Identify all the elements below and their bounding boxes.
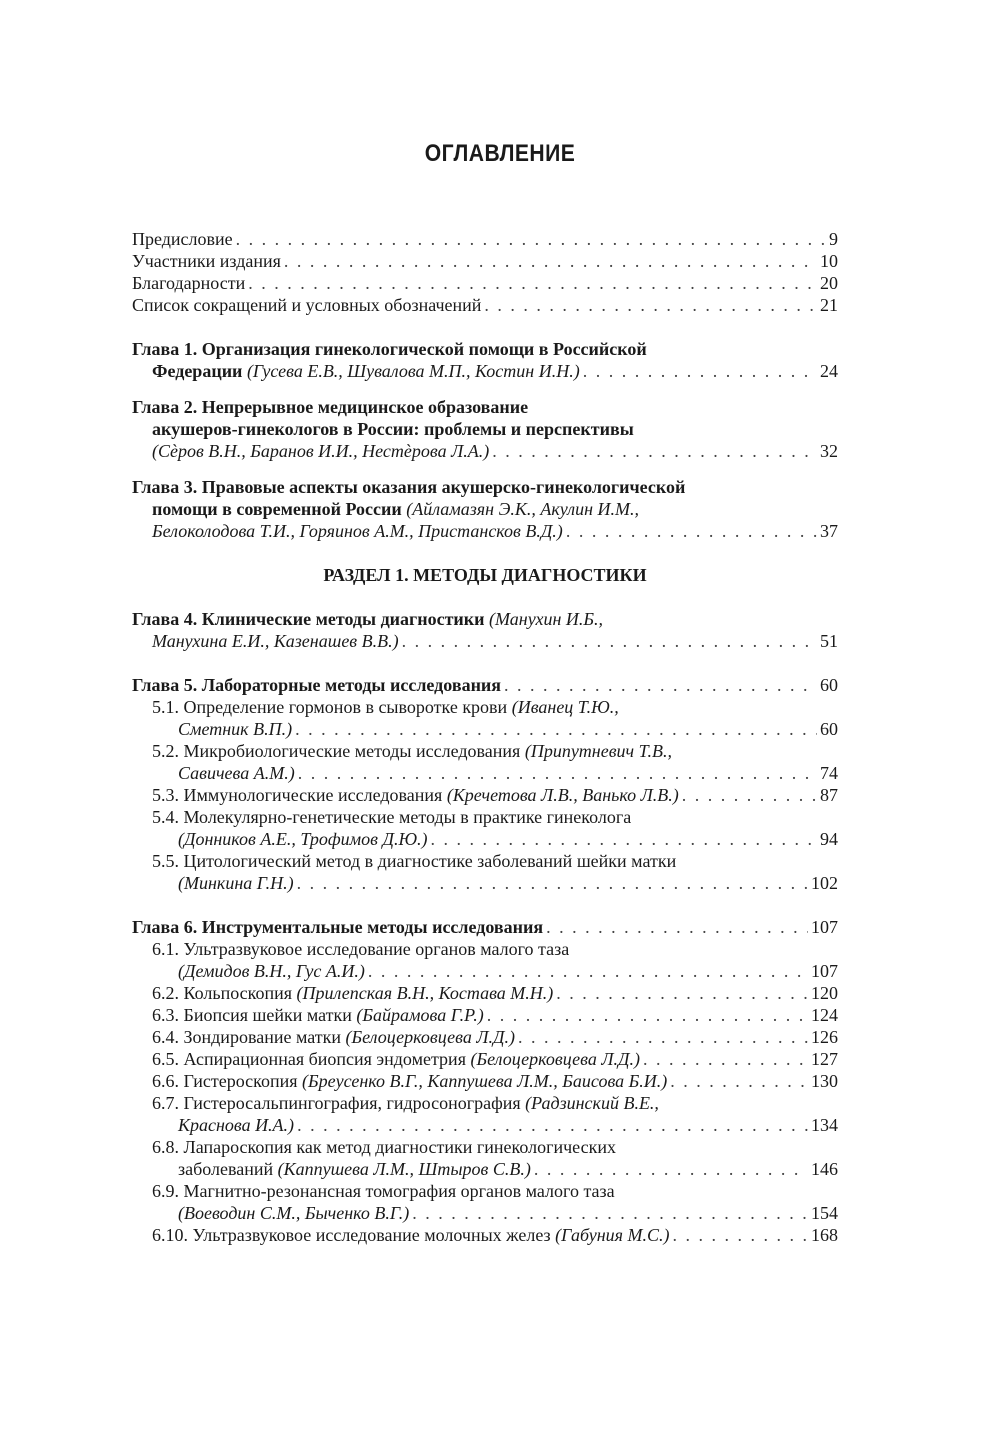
chapter-authors: Белоколодова Т.И., Горяинов А.М., Пристансков В.Д.) <box>152 521 563 541</box>
page-number: 60 <box>820 719 838 739</box>
toc-subsection-6-1[interactable] <box>132 938 838 960</box>
subsection-authors: (Минкина Г.Н.) <box>178 873 294 893</box>
dot-leader <box>682 784 817 806</box>
toc-chapter-4-cont[interactable] <box>132 630 838 652</box>
dot-leader <box>368 960 808 982</box>
toc-chapter-6[interactable] <box>132 916 838 938</box>
toc-chapter-4[interactable] <box>132 608 838 630</box>
page-number: 51 <box>820 631 838 651</box>
subsection-authors: (Каппушева Л.М., Штыров С.В.) <box>277 1159 531 1179</box>
page-number: 124 <box>811 1005 838 1025</box>
page-number: 134 <box>811 1115 838 1135</box>
subsection-title: 6.7. Гистеросальпингография, гидросонография <box>152 1093 521 1113</box>
page-number: 37 <box>820 521 838 541</box>
subsection-authors: Сметник В.П.) <box>178 719 293 739</box>
toc-subsection-5-3[interactable] <box>132 784 838 806</box>
dot-leader <box>297 872 808 894</box>
toc-subsection-5-5[interactable] <box>132 850 838 872</box>
dot-leader <box>556 982 808 1004</box>
subsection-authors: (Кречетова Л.В., Ванько Л.В.) <box>446 785 679 805</box>
toc-chapter-3-cont[interactable] <box>132 520 838 542</box>
subsection-authors: (Бреусенко В.Г., Каппушева Л.М., Баисова Б.И.) <box>302 1071 668 1091</box>
chapter-authors: (Сѐров В.Н., Баранов И.И., Нестѐрова Л.А.) <box>152 441 490 461</box>
page-number: 20 <box>820 273 838 293</box>
subsection-title: 6.2. Кольпоскопия <box>152 983 293 1003</box>
dot-leader <box>487 1004 808 1026</box>
toc-chapter-1[interactable] <box>132 338 838 360</box>
dot-leader <box>566 520 817 542</box>
chapter-title: Глава 3. Правовые аспекты оказания акушерско-гинекологической <box>132 477 686 497</box>
chapter-title: Федерации <box>152 361 243 381</box>
subsection-authors: (Припутневич Т.В., <box>524 741 673 761</box>
toc-subsection-6-7[interactable] <box>132 1092 838 1114</box>
chapter-authors: (Манухин И.Б., <box>489 609 603 629</box>
subsection-title: 5.5. Цитологический метод в диагностике заболеваний шейки матки <box>152 851 677 871</box>
entry-title: Список сокращений и условных обозначений <box>132 295 482 315</box>
toc-subsection-6-3[interactable] <box>132 1004 838 1026</box>
subsection-title: 5.2. Микробиологические методы исследования <box>152 741 521 761</box>
subsection-authors: (Донников А.Е., Трофимов Д.Ю.) <box>178 829 428 849</box>
subsection-authors: (Габуния М.С.) <box>555 1225 670 1245</box>
toc-subsection-6-2[interactable] <box>132 982 838 1004</box>
entry-title: Предисловие <box>132 229 233 249</box>
chapter-title: Глава 6. Инструментальные методы исследования <box>132 917 544 937</box>
chapter-title: Глава 4. Клинические методы диагностики <box>132 609 485 629</box>
dot-leader <box>284 250 817 272</box>
toc-entry-preface[interactable] <box>132 228 838 250</box>
page-number: 60 <box>820 675 838 695</box>
dot-leader <box>518 1026 808 1048</box>
subsection-title: 5.1. Определение гормонов в сыворотке крови <box>152 697 508 717</box>
toc-chapter-2[interactable] <box>132 396 838 418</box>
page-number: 146 <box>811 1159 838 1179</box>
dot-leader <box>431 828 817 850</box>
subsection-title: 6.10. Ультразвуковое исследование молочных желез <box>152 1225 551 1245</box>
page-number: 32 <box>820 441 838 461</box>
subsection-title: 5.3. Иммунологические исследования <box>152 785 443 805</box>
chapter-title: Глава 1. Организация гинекологической помощи в Российской <box>132 339 647 359</box>
entry-title: Благодарности <box>132 273 246 293</box>
page-number: 10 <box>820 251 838 271</box>
chapter-title: Глава 2. Непрерывное медицинское образование <box>132 397 529 417</box>
subsection-authors: (Прилепская В.Н., Костава М.Н.) <box>296 983 554 1003</box>
chapter-title: акушеров-гинекологов в России: проблемы и перспективы <box>152 419 634 439</box>
toc-chapter-1-cont[interactable] <box>132 360 838 382</box>
subsection-authors: (Белоцерковцева Л.Д.) <box>470 1049 640 1069</box>
chapter-authors: (Гусева Е.В., Шувалова М.П., Костин И.Н.) <box>246 361 580 381</box>
dot-leader <box>484 294 817 316</box>
dot-leader <box>297 1114 808 1136</box>
chapter-title: помощи в современной России <box>152 499 402 519</box>
toc-subsection-6-5[interactable] <box>132 1048 838 1070</box>
toc-chapter-2-cont[interactable] <box>132 440 838 462</box>
subsection-title: заболеваний <box>178 1159 274 1179</box>
subsection-authors: (Радзинский В.Е., <box>525 1093 659 1113</box>
chapter-title: Глава 5. Лабораторные методы исследования <box>132 675 502 695</box>
subsection-authors: (Иванец Т.Ю., <box>511 697 619 717</box>
chapter-authors: Манухина Е.И., Казенашев В.В.) <box>152 631 399 651</box>
subsection-title: 6.6. Гистероскопия <box>152 1071 298 1091</box>
page-title: ОГЛАВЛЕНИЕ <box>424 140 576 167</box>
subsection-title: 6.8. Лапароскопия как метод диагностики гинекологических <box>152 1137 616 1157</box>
page-number: 87 <box>820 785 838 805</box>
subsection-authors: (Байрамова Г.Р.) <box>356 1005 484 1025</box>
subsection-authors: Краснова И.А.) <box>178 1115 295 1135</box>
dot-leader <box>492 440 817 462</box>
dot-leader <box>504 674 817 696</box>
toc-entry-acknowledgements[interactable] <box>132 272 838 294</box>
dot-leader <box>402 630 817 652</box>
page-number: 24 <box>820 361 838 381</box>
dot-leader <box>298 762 817 784</box>
chapter-authors: (Айламазян Э.К., Акулин И.М., <box>406 499 640 519</box>
toc-subsection-6-10[interactable] <box>132 1224 838 1246</box>
toc-entry-contributors[interactable] <box>132 250 838 272</box>
page-number: 107 <box>811 917 838 937</box>
table-of-contents <box>132 228 838 1246</box>
page-number: 126 <box>811 1027 838 1047</box>
dot-leader <box>412 1202 808 1224</box>
toc-subsection-5-1[interactable] <box>132 696 838 718</box>
toc-subsection-6-4[interactable] <box>132 1026 838 1048</box>
subsection-title: 6.9. Магнитно-резонансная томография органов малого таза <box>152 1181 615 1201</box>
subsection-title: 6.3. Биопсия шейки матки <box>152 1005 352 1025</box>
page-number: 102 <box>811 873 838 893</box>
dot-leader <box>643 1048 808 1070</box>
dot-leader <box>248 272 817 294</box>
subsection-title: 6.5. Аспирационная биопсия эндометрия <box>152 1049 466 1069</box>
toc-entry-abbreviations[interactable] <box>132 294 838 316</box>
page-number: 107 <box>811 961 838 981</box>
subsection-authors: Савичева А.М.) <box>178 763 295 783</box>
toc-subsection-6-8[interactable] <box>132 1136 838 1158</box>
page-number: 9 <box>829 229 838 249</box>
toc-subsection-5-4[interactable] <box>132 806 838 828</box>
page-number: 130 <box>811 1071 838 1091</box>
subsection-authors: (Воеводин С.М., Быченко В.Г.) <box>178 1203 410 1223</box>
page-number: 120 <box>811 983 838 1003</box>
dot-leader <box>236 228 826 250</box>
page-number: 127 <box>811 1049 838 1069</box>
page-number: 74 <box>820 763 838 783</box>
dot-leader <box>546 916 808 938</box>
dot-leader <box>583 360 817 382</box>
section-heading: РАЗДЕЛ 1. МЕТОДЫ ДИАГНОСТИКИ <box>323 565 647 585</box>
subsection-authors: (Белоцерковцева Л.Д.) <box>345 1027 515 1047</box>
dot-leader <box>673 1224 808 1246</box>
toc-chapter-5[interactable] <box>132 674 838 696</box>
page-number: 168 <box>811 1225 838 1245</box>
dot-leader <box>295 718 817 740</box>
toc-subsection-6-6[interactable] <box>132 1070 838 1092</box>
dot-leader <box>534 1158 808 1180</box>
page-number: 154 <box>811 1203 838 1223</box>
page-number: 21 <box>820 295 838 315</box>
toc-chapter-3[interactable] <box>132 476 838 498</box>
subsection-authors: (Демидов В.Н., Гус А.И.) <box>178 961 365 981</box>
dot-leader <box>670 1070 808 1092</box>
subsection-title: 6.1. Ультразвуковое исследование органов малого таза <box>152 939 570 959</box>
toc-subsection-5-2[interactable] <box>132 740 838 762</box>
toc-subsection-6-9[interactable] <box>132 1180 838 1202</box>
subsection-title: 5.4. Молекулярно-генетические методы в практике гинеколога <box>152 807 632 827</box>
subsection-title: 6.4. Зондирование матки <box>152 1027 341 1047</box>
page-number: 94 <box>820 829 838 849</box>
entry-title: Участники издания <box>132 251 281 271</box>
